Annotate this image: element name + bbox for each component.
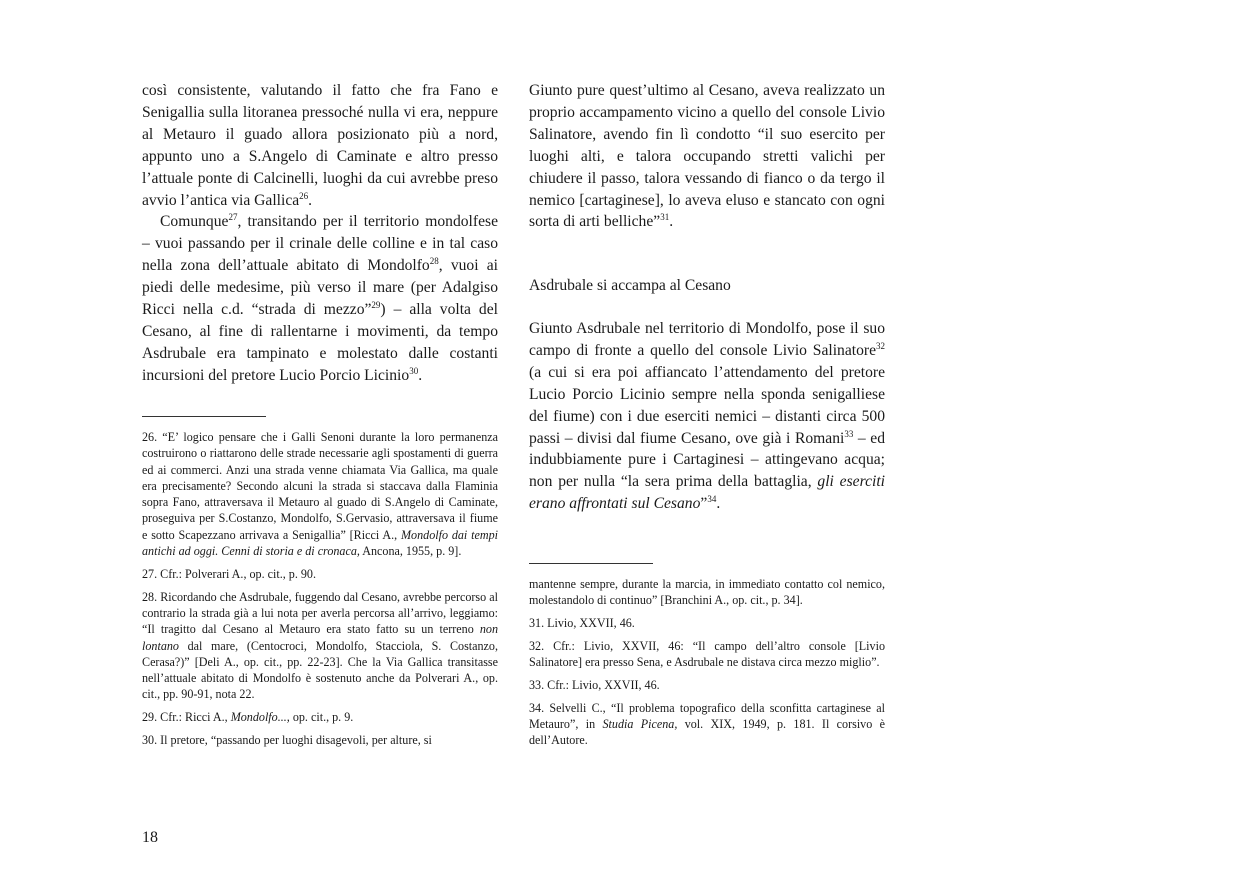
left-body-text (142, 80, 498, 387)
footnote-ref-28[interactable]: 28 (429, 256, 439, 267)
footnote-ref-30[interactable]: 30 (409, 365, 419, 376)
footnote-28: 28. Ricordando che Asdrubale, fuggendo dal Cesano, avrebbe percorso al contrario la strada già a lui nota per averla percorsa all’arrivo, leggiamo: “Il tragitto dal Cesano al Metauro era stato fatto su un terreno non lontano dal mare, (Centocroci, Mondolfo, Stacciola, S. Costanzo, Cerasa?)” [Deli A., op. cit., pp. 22-23]. Che la Via Gallica transitasse nell’attuale abitato di Mondolfo è sostenuto anche da Polverari A., op. cit., pp. 90-91, nota 22. (142, 589, 498, 702)
footnote-ref-34[interactable]: 34 (707, 494, 717, 505)
footnote-ref-33[interactable]: 33 (844, 428, 854, 439)
footnote-27: 27. Cfr.: Polverari A., op. cit., p. 90. (142, 566, 317, 581)
footnote-32: 32. Cfr.: Livio, XXVII, 46: “Il campo dell’altro console [Livio Salinatore] era presso Sena, e Asdrubale ne distava circa mezzo miglio”. (529, 638, 885, 670)
footnote-ref-31[interactable]: 31 (660, 212, 670, 223)
footnote-ref-29[interactable]: 29 (371, 299, 381, 310)
left-paragraph-1: così consistente, valutando il fatto che fra Fano e Senigallia sulla litoranea pressoché nulla vi era, neppure al Metauro il guado allora posizionato più a nord, appunto uno a S.Angelo di Caminate e altro presso l’attuale ponte di Calcinelli, luoghi da cui avrebbe preso avvio l’antica via Gallica$^{26}$. (142, 82, 498, 209)
footnote-29: 29. Cfr.: Ricci A., Mondolfo..., op. cit., p. 9. (142, 710, 354, 725)
right-footnotes (529, 576, 885, 755)
footnote-ref-32[interactable]: 32 (876, 340, 885, 351)
right-paragraph-2: Giunto Asdrubale nel territorio di Mondolfo, pose il suo campo di fronte a quello del console Livio Salinatore$^{32}$ (a cui si era poi affiancato l’attendamento del pretore Lucio Porcio Licinio sempre nella sponda senigalliese del fiume) con i due eserciti nemici – distanti circa 500 passi – divisi dal fiume Cesano, ove già i Romani$^{33}$ – ed indubbiamente pure i Cartaginesi – attingevano acqua; non per nulla “la sera prima della battaglia, gli eserciti erano affrontati sul Cesano”$^{34}$. (529, 320, 886, 513)
left-footnotes (142, 429, 498, 755)
right-body-text-2 (529, 318, 885, 515)
right-paragraph-1: Giunto pure quest’ultimo al Cesano, aveva realizzato un proprio accampamento vicino a quello del console Livio Salinatore, avendo fin lì condotto “il suo esercito per luoghi alti, e talora occupando stretti valichi per chiudere il passo, talora vessando di fianco o da tergo il nemico [cartaginese], lo aveva eluso e stancato con ogni sorta di arti belliche”$^{31}$. (529, 82, 885, 231)
footnote-ref-26[interactable]: 26 (299, 190, 309, 201)
section-heading: Asdrubale si accampa al Cesano (529, 277, 731, 294)
footnote-31: 31. Livio, XXVII, 46. (529, 616, 635, 631)
right-footnote-rule (529, 563, 653, 564)
footnote-34: 34. Selvelli C., “Il problema topografico della sconfitta cartaginese al Metauro”, in Studia Picena, vol. XIX, 1949, p. 181. Il corsivo è dell’Autore. (529, 700, 885, 748)
footnote-30-continued: mantenne sempre, durante la marcia, in immediato contatto col nemico, molestandolo di continuo” [Branchini A., op. cit., p. 34]. (529, 577, 885, 608)
footnote-26: 26. “E’ logico pensare che i Galli Senoni durante la loro permanenza costruirono o riattarono delle strade necessarie agli spostamenti di guerra ed ai commerci. Anzi una strada venne chiamata Via Gallica, ma quale era precisamente? Secondo alcuni la strada si staccava dalla Flaminia sopra Fano, attraversava il Metauro al guado di S.Angelo di Caminate, proseguiva per S.Costanzo, Mondolfo, S.Gervasio, attraversava il fiume e sotto Scapezzano arrivava a Senigallia” [Ricci A., Mondolfo dai tempi antichi ad oggi. Cenni di storia e di cronaca, Ancona, 1955, p. 9]. (142, 430, 498, 559)
page-number: 18 (142, 829, 158, 846)
footnote-30: 30. Il pretore, “passando per luoghi disagevoli, per alture, si (142, 733, 432, 748)
left-footnote-rule (142, 416, 266, 417)
footnote-ref-27[interactable]: 27 (228, 212, 238, 223)
footnote-33: 33. Cfr.: Livio, XXVII, 46. (529, 677, 660, 692)
left-paragraph-2: Comunque$^{27}$, transitando per il territorio mondolfese – vuoi passando per il crinale delle colline e in tal caso nella zona dell’attuale abitato di Mondolfo$^{28}$, vuoi ai piedi delle medesime, più verso il mare (per Adalgiso Ricci nella c.d. “strada di mezzo”$^{29}$) – alla volta del Cesano, al fine di rallentarne i movimenti, da tempo Asdrubale era tampinato e molestato dalle costanti incursioni del pretore Lucio Porcio Licinio$^{30}$. (142, 212, 498, 384)
right-body-text (529, 80, 885, 233)
